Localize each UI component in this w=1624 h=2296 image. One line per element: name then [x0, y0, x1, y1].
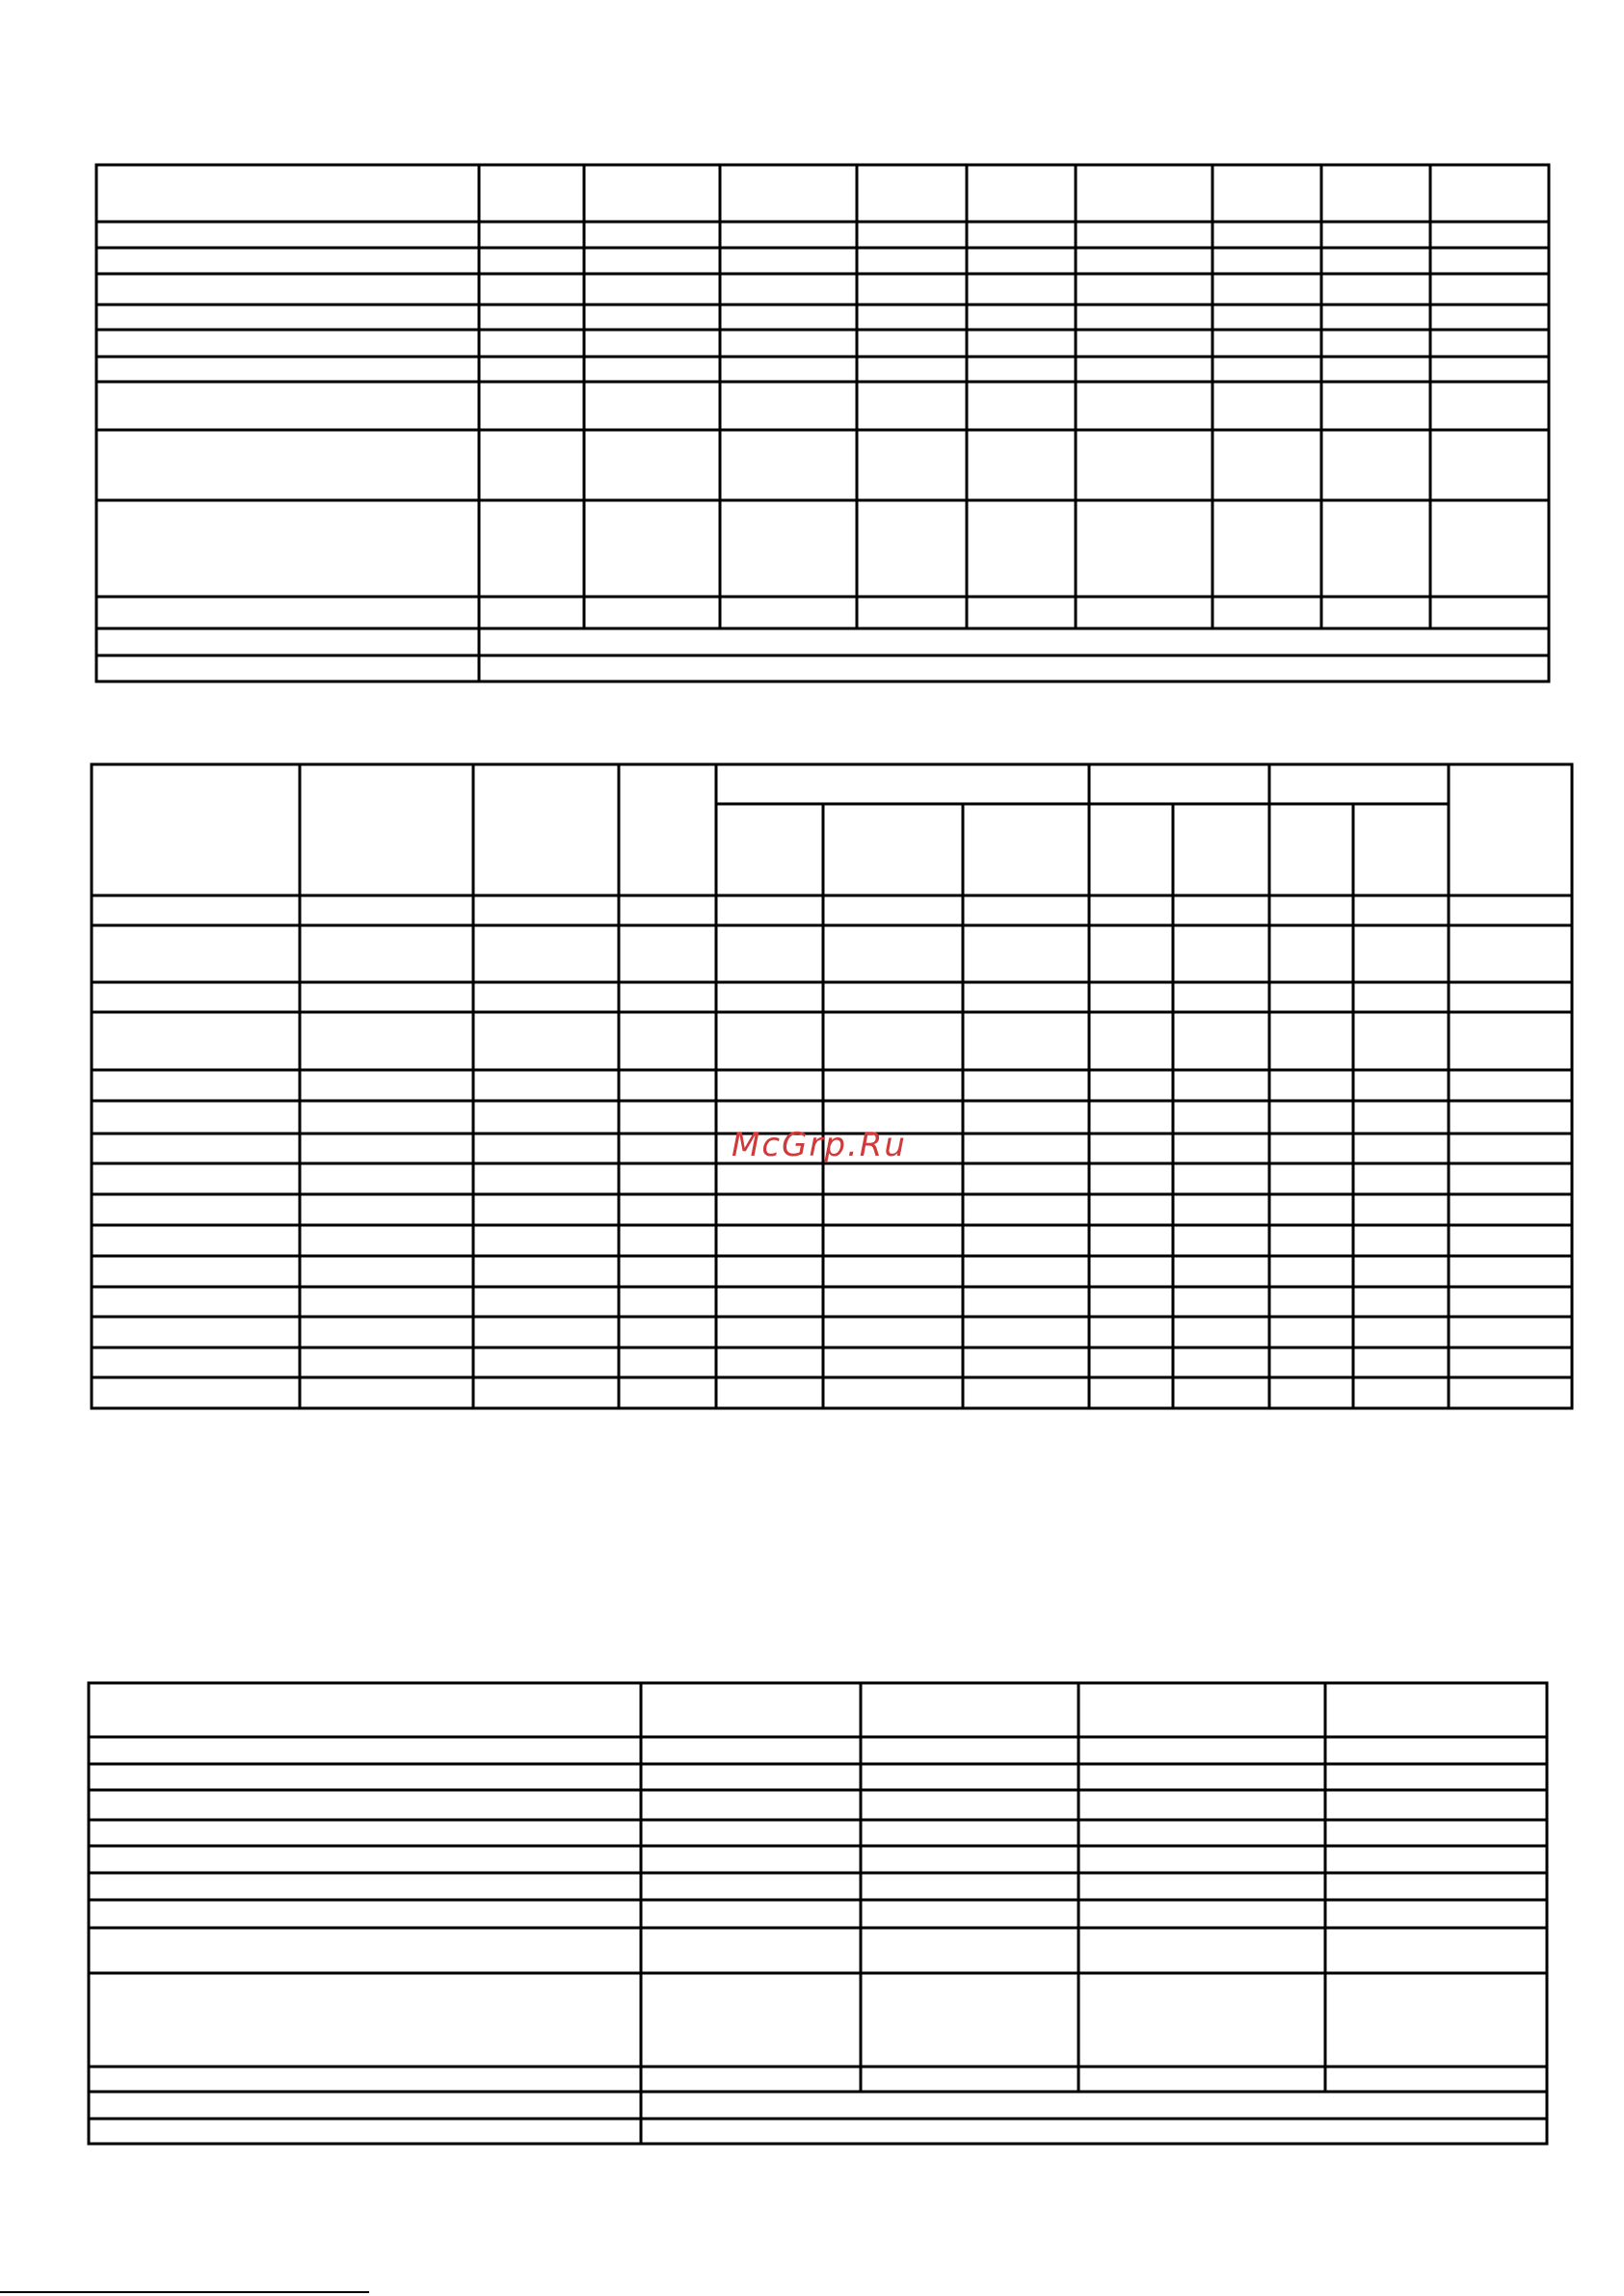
- watermark-text: McGrp.Ru: [732, 1126, 907, 1164]
- table-3: [89, 1683, 1547, 2144]
- table-2: [92, 764, 1572, 1408]
- table-1: [96, 165, 1549, 681]
